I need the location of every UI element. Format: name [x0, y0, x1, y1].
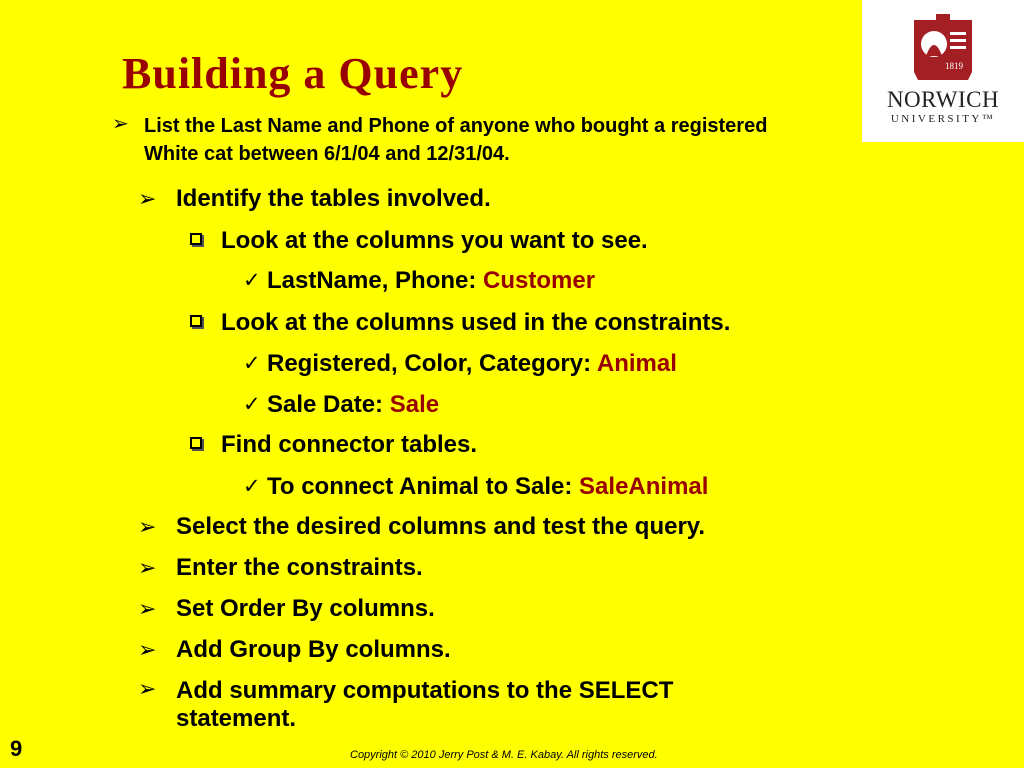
check-bullet-icon: ✓: [243, 352, 261, 375]
arrow-bullet-icon: ➢: [138, 555, 157, 580]
list-item-label: LastName, Phone:: [267, 267, 484, 294]
table-name: Sale: [389, 391, 440, 418]
list-item-text: Look at the columns used in the constraints.: [221, 309, 731, 336]
arrow-bullet-icon: ➢: [112, 113, 129, 135]
square-bullet-icon: [190, 233, 202, 245]
arrow-bullet-icon: ➢: [138, 514, 157, 539]
list-item-text: [267, 475, 708, 499]
table-name: Customer: [483, 267, 596, 294]
list-item-text: Add summary computations to the SELECT statement.: [176, 677, 674, 732]
list-item-text: Select the desired columns and test the query.: [176, 513, 706, 540]
check-bullet-icon: ✓: [243, 393, 261, 416]
norwich-seal-icon: [910, 14, 976, 84]
logo-year: 1819: [945, 61, 963, 71]
intro-text: List the Last Name and Phone of anyone who bought a registered White cat between 6/1/04 and 12/31/04.: [144, 115, 768, 165]
list-item-label: Sale Date:: [267, 391, 390, 418]
logo-name: NORWICH: [886, 87, 1000, 112]
norwich-university-logo: [862, 0, 1024, 142]
list-item-text: Find connector tables.: [221, 431, 478, 458]
list-item-text: [267, 269, 595, 293]
arrow-bullet-icon: ➢: [138, 596, 157, 621]
list-item-label: Registered, Color, Category:: [267, 350, 597, 377]
list-item-text: [267, 393, 439, 417]
list-item-text: Enter the constraints.: [176, 554, 423, 581]
square-bullet-icon: [190, 437, 202, 449]
check-bullet-icon: ✓: [243, 269, 261, 292]
list-item-text: Look at the columns you want to see.: [221, 227, 648, 254]
page-number: 9: [10, 736, 23, 761]
list-item-text: Set Order By columns.: [176, 595, 435, 622]
list-item-text: [267, 352, 677, 376]
list-item-label: To connect Animal to Sale:: [267, 473, 580, 500]
slide-title: Building a Query: [122, 49, 464, 98]
arrow-bullet-icon: ➢: [138, 676, 157, 701]
table-name: SaleAnimal: [579, 473, 709, 500]
list-item-text: Identify the tables involved.: [176, 185, 491, 212]
check-bullet-icon: ✓: [243, 475, 261, 498]
table-name: Animal: [596, 350, 677, 377]
list-item-text: Add Group By columns.: [176, 636, 451, 663]
square-bullet-icon: [190, 315, 202, 327]
arrow-bullet-icon: ➢: [138, 637, 157, 662]
logo-subtitle: UNIVERSITY™: [890, 113, 996, 125]
copyright-notice: Copyright © 2010 Jerry Post & M. E. Kabay. All rights reserved.: [350, 749, 658, 761]
arrow-bullet-icon: ➢: [138, 186, 157, 211]
